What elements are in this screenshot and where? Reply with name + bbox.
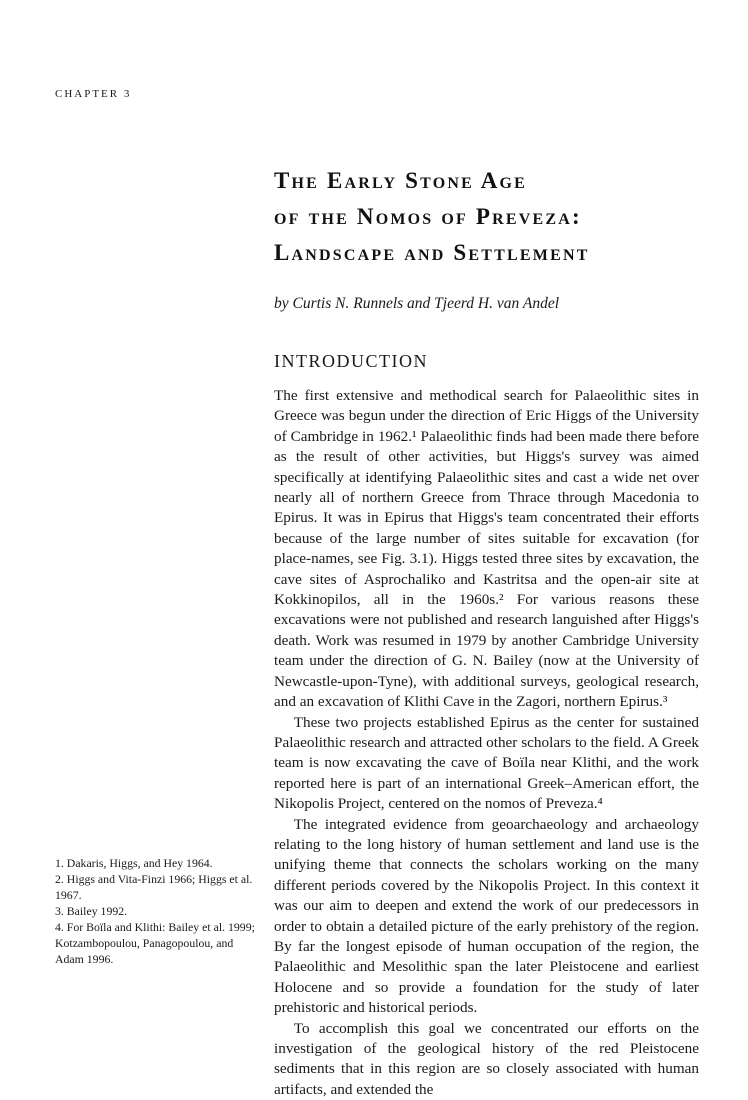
footnote: 2. Higgs and Vita-Finzi 1966; Higgs et al. 1967. — [55, 872, 253, 902]
footnote: 4. For Boïla and Klithi: Bailey et al. 1999; Kotzambopoulou, Panagopoulou, and Adam 1996. — [55, 920, 255, 966]
chapter-label: CHAPTER 3 — [55, 88, 132, 100]
title-line-2: of the Nomos of Preveza: — [274, 204, 582, 229]
paragraph: These two projects established Epirus as the center for sustained Palaeolithic research and attracted other scholars to the field. A Greek team is now excavating the cave of Boïla near Klithi, and the work reported here is part of an international Greek–American effort, the Nikopolis Project, centered on the nomos of Preveza.⁴ — [274, 713, 699, 813]
chapter-title — [274, 163, 590, 271]
paragraph: The first extensive and methodical search for Palaeolithic sites in Greece was begun under the direction of Eric Higgs of the University of Cambridge in 1962.¹ Palaeolithic finds had been made there before as the result of other activities, but Higgs's survey was aimed specifically at identifying Palaeolithic sites and cast a wide net over nearly all of northern Greece from Thrace through Macedonia to Epirus. It was in Epirus that Higgs's team concentrated their efforts because of the large number of sites suitable for excavation (for place-names, see Fig. 3.1). Higgs tested three sites by excavation, the cave sites of Asprochaliko and Kastritsa and the open-air site at Kokkinopilos, all in the 1960s.² For various reasons these excavations were not published and research languished after Higgs's death. Work was resumed in 1979 by another Cambridge University team under the direction of G. N. Bailey (now at the University of Newcastle-upon-Tyne), with additional surveys, geological research, and an excavation of Klithi Cave in the Zagori, northern Epirus.³ — [274, 387, 699, 711]
title-line-1: The Early Stone Age — [274, 168, 528, 193]
section-heading: INTRODUCTION — [274, 351, 428, 371]
footnote: 1. Dakaris, Higgs, and Hey 1964. — [55, 856, 213, 870]
paragraph: The integrated evidence from geoarchaeology and archaeology relating to the long history of human settlement and land use is the unifying theme that connects the scholars working on the many different periods covered by the Nikopolis Project. In this context it was our aim to deepen and extend the work of our predecessors in order to obtain a detailed picture of the early prehistory of the region. By far the longest episode of human occupation of the region, the Palaeolithic and Mesolithic span the later Pleistocene and earliest Holocene and so provide a foundation for the study of later prehistoric and historical periods. — [274, 815, 699, 1017]
footnote: 3. Bailey 1992. — [55, 904, 128, 918]
body-text — [274, 386, 699, 1100]
title-line-3: Landscape and Settlement — [274, 240, 590, 265]
footnotes — [55, 855, 255, 967]
paragraph: To accomplish this goal we concentrated our efforts on the investigation of the geological history of the red Pleistocene sediments that in this region are so closely associated with human artifacts, and extended the — [274, 1019, 699, 1098]
author-byline: by Curtis N. Runnels and Tjeerd H. van Andel — [274, 295, 560, 312]
